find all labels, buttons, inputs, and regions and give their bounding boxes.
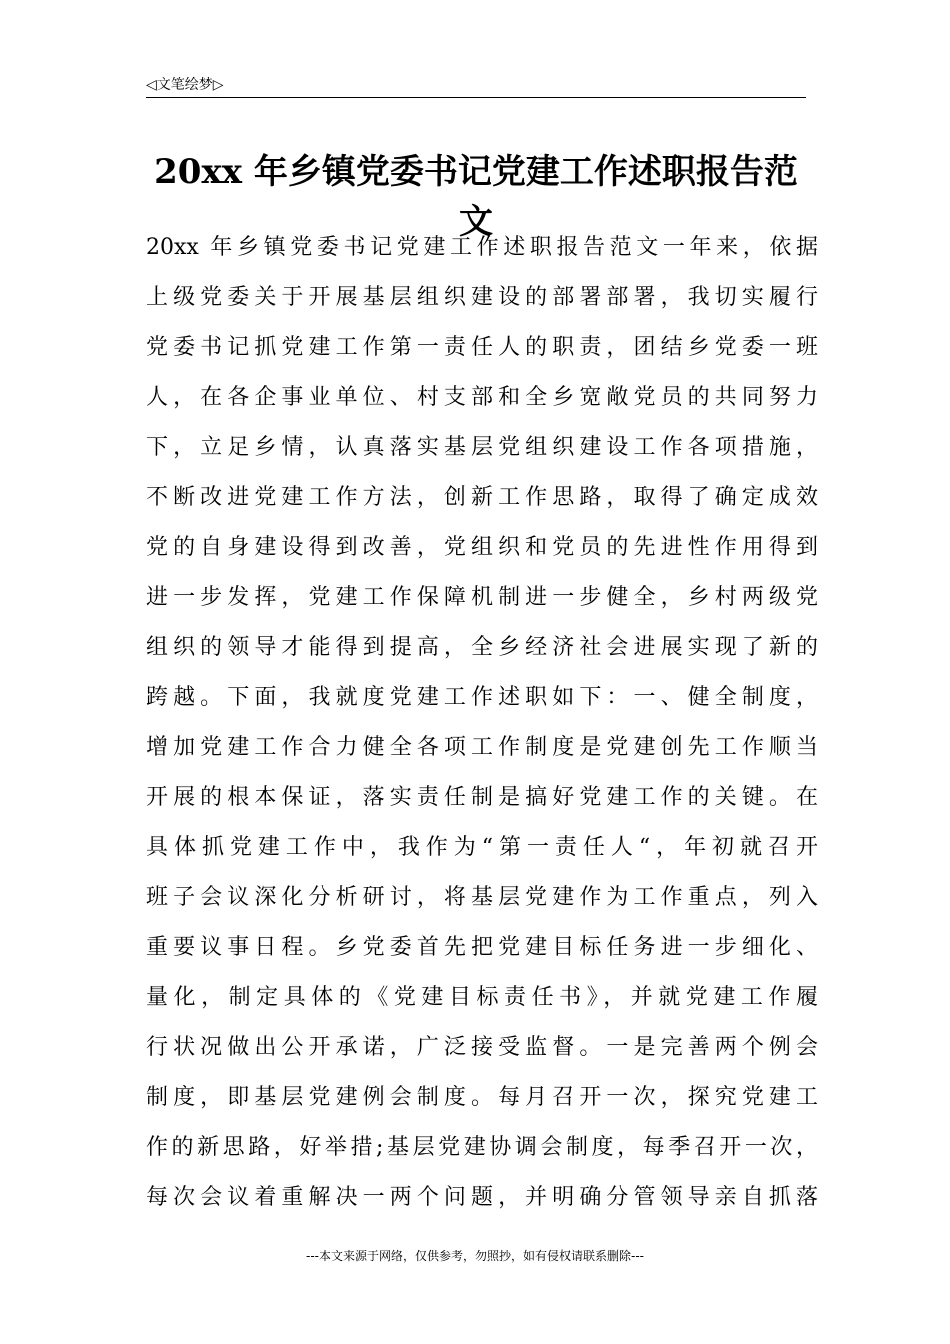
body-line: 开展的根本保证，落实责任制是搞好党建工作的关键。在 — [146, 785, 818, 810]
header-divider — [146, 97, 806, 98]
footer-disclaimer: ---本文来源于网络，仅供参考，勿照抄，如有侵权请联系删除--- — [306, 1249, 644, 1263]
body-line: 作的新思路，好举措;基层党建协调会制度，每季召开一次， — [146, 1135, 818, 1160]
document-body — [146, 223, 818, 1223]
body-line: 进一步发挥，党建工作保障机制进一步健全，乡村两级党 — [146, 585, 818, 610]
body-line: 跨越。下面，我就度党建工作述职如下：一、健全制度， — [146, 685, 818, 710]
body-line: 人，在各企事业单位、村支部和全乡宽敞党员的共同努力 — [146, 385, 818, 410]
body-line: 20xx 年乡镇党委书记党建工作述职报告范文一年来，依据 — [146, 235, 818, 260]
body-line: 具体抓党建工作中，我作为“第一责任人“，年初就召开 — [146, 835, 818, 860]
body-line: 上级党委关于开展基层组织建设的部署部署，我切实履行 — [146, 285, 818, 310]
body-line: 班子会议深化分析研讨，将基层党建作为工作重点，列入 — [146, 885, 818, 910]
body-line: 党委书记抓党建工作第一责任人的职责，团结乡党委一班 — [146, 335, 818, 360]
body-line: 重要议事日程。乡党委首先把党建目标任务进一步细化、 — [146, 935, 818, 960]
document-title: 20xx 年乡镇党委书记党建工作述职报告范文 — [154, 151, 798, 242]
body-line: 组织的领导才能得到提高，全乡经济社会进展实现了新的 — [146, 635, 818, 660]
body-line: 制度，即基层党建例会制度。每月召开一次，探究党建工 — [146, 1085, 818, 1110]
body-line: 量化，制定具体的《党建目标责任书》，并就党建工作履 — [146, 985, 818, 1010]
header-label: ◁文笔绘梦▷ — [146, 77, 224, 93]
body-line: 增加党建工作合力健全各项工作制度是党建创先工作顺当 — [146, 735, 818, 760]
body-line: 每次会议着重解决一两个问题，并明确分管领导亲自抓落 — [146, 1185, 818, 1210]
body-line: 不断改进党建工作方法，创新工作思路，取得了确定成效 — [146, 485, 818, 510]
body-line: 下，立足乡情，认真落实基层党组织建设工作各项措施， — [146, 435, 818, 460]
body-line: 行状况做出公开承诺，广泛接受监督。一是完善两个例会 — [146, 1035, 818, 1060]
body-line: 党的自身建设得到改善，党组织和党员的先进性作用得到 — [146, 535, 818, 560]
